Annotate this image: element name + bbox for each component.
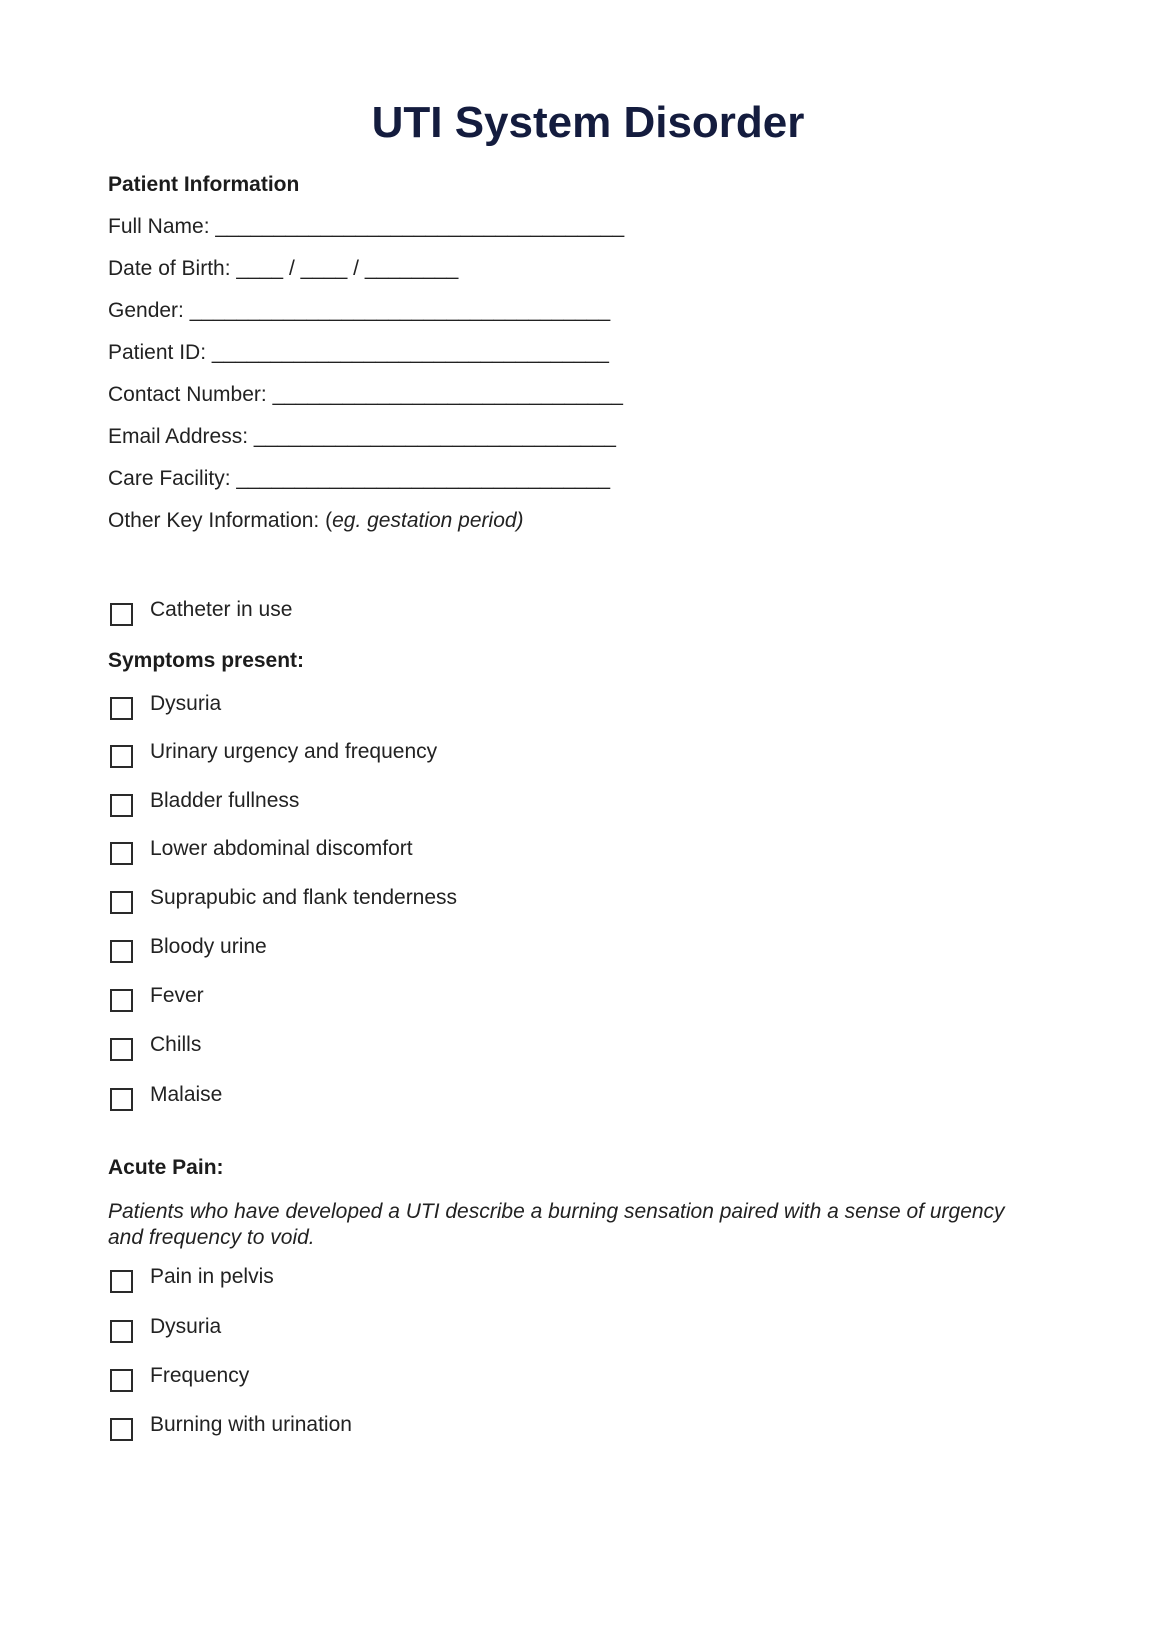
page-title: UTI System Disorder [371, 98, 805, 147]
catheter-in-use-checkbox[interactable] [110, 603, 133, 626]
symptom-label: Urinary urgency and frequency [150, 740, 438, 763]
other-key-information-hint: eg. gestation period) [332, 509, 524, 532]
acute-pain-label: Burning with urination [150, 1413, 352, 1436]
catheter-in-use-label: Catheter in use [150, 598, 293, 621]
symptom-label: Fever [150, 984, 204, 1007]
patient-id-field[interactable]: Patient ID: __________________________________ [108, 341, 609, 364]
email-address-field[interactable]: Email Address: _______________________________ [108, 425, 616, 448]
symptom-label: Malaise [150, 1083, 223, 1106]
date-of-birth-field[interactable]: Date of Birth: ____ / ____ / ________ [108, 257, 459, 280]
gender-field[interactable]: Gender: ____________________________________ [108, 299, 611, 322]
symptom-checkbox[interactable] [110, 794, 133, 817]
symptom-label: Dysuria [150, 692, 222, 715]
symptom-checkbox[interactable] [110, 940, 133, 963]
symptom-label: Bladder fullness [150, 789, 300, 812]
other-key-information-field[interactable] [108, 508, 524, 534]
contact-number-field[interactable]: Contact Number: ______________________________ [108, 383, 623, 406]
symptom-label: Chills [150, 1033, 202, 1056]
symptom-label: Lower abdominal discomfort [150, 837, 413, 860]
acute-pain-checkbox[interactable] [110, 1270, 133, 1293]
symptom-label: Bloody urine [150, 935, 267, 958]
patient-information-heading: Patient Information [108, 173, 300, 196]
other-key-information-label: Other Key Information: ( [108, 509, 333, 532]
symptoms-present-heading: Symptoms present: [108, 649, 305, 672]
symptom-label: Suprapubic and flank tenderness [150, 886, 458, 909]
symptom-checkbox[interactable] [110, 842, 133, 865]
care-facility-field[interactable]: Care Facility: ________________________________ [108, 467, 611, 490]
symptom-checkbox[interactable] [110, 745, 133, 768]
acute-pain-label: Dysuria [150, 1315, 222, 1338]
acute-pain-checkbox[interactable] [110, 1418, 133, 1441]
symptom-checkbox[interactable] [110, 1088, 133, 1111]
acute-pain-heading: Acute Pain: [108, 1156, 224, 1179]
acute-pain-checkbox[interactable] [110, 1369, 133, 1392]
symptom-checkbox[interactable] [110, 891, 133, 914]
acute-pain-checkbox[interactable] [110, 1320, 133, 1343]
symptom-checkbox[interactable] [110, 989, 133, 1012]
symptom-checkbox[interactable] [110, 1038, 133, 1061]
symptom-checkbox[interactable] [110, 697, 133, 720]
acute-pain-description: Patients who have developed a UTI describe a burning sensation paired with a sense of urgency and frequency to void. [108, 1200, 1005, 1249]
acute-pain-label: Pain in pelvis [150, 1265, 274, 1288]
full-name-field[interactable]: Full Name: ___________________________________ [108, 215, 625, 238]
acute-pain-label: Frequency [150, 1364, 250, 1387]
